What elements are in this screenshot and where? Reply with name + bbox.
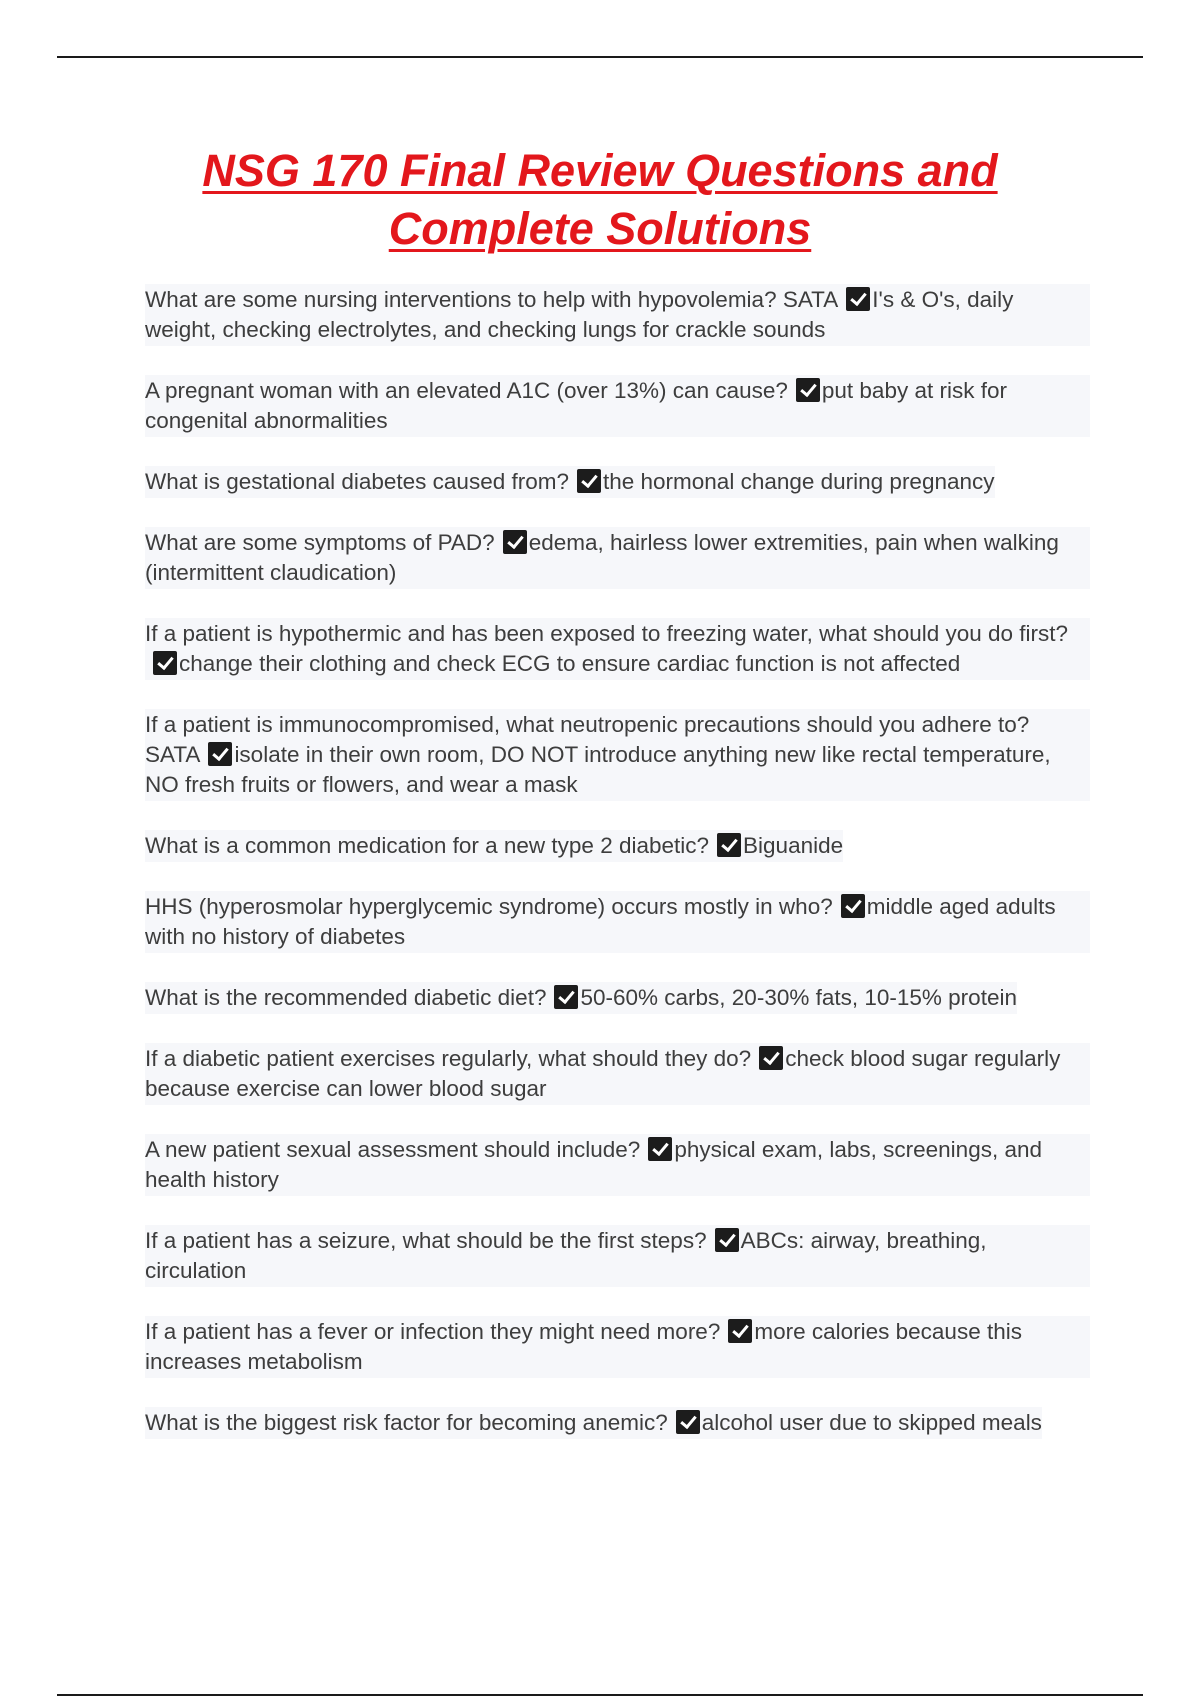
check-box-icon xyxy=(554,985,578,1009)
check-box-icon xyxy=(153,651,177,675)
check-box-icon xyxy=(503,530,527,554)
qa-item xyxy=(145,284,1090,346)
answer-text: physical exam, labs, screenings, and health history xyxy=(145,1137,1043,1192)
qa-item xyxy=(145,527,1090,589)
question-text: What is the recommended diabetic diet? xyxy=(145,985,547,1010)
top-rule xyxy=(57,56,1143,58)
answer-text: ABCs: airway, breathing, circulation xyxy=(145,1228,987,1283)
question-text: If a patient has a seizure, what should be the first steps? xyxy=(145,1228,707,1253)
question-text: A new patient sexual assessment should include? xyxy=(145,1137,641,1162)
check-box-icon xyxy=(759,1046,783,1070)
answer-text: alcohol user due to skipped meals xyxy=(701,1410,1042,1435)
answer-text: edema, hairless lower extremities, pain when walking (intermittent claudication) xyxy=(145,530,1059,585)
qa-item xyxy=(145,830,843,862)
question-text: If a diabetic patient exercises regularly, what should they do? xyxy=(145,1046,752,1071)
check-box-icon xyxy=(208,742,232,766)
qa-item xyxy=(145,982,1017,1014)
answer-text: more calories because this increases metabolism xyxy=(145,1319,1022,1374)
bottom-rule xyxy=(57,1694,1143,1696)
question-text: What are some symptoms of PAD? xyxy=(145,530,495,555)
check-box-icon xyxy=(577,469,601,493)
title-line-2: Complete Solutions xyxy=(388,203,812,254)
answer-text: 50-60% carbs, 20-30% fats, 10-15% protein xyxy=(580,985,1017,1010)
answer-text: the hormonal change during pregnancy xyxy=(602,469,995,494)
check-box-icon xyxy=(717,833,741,857)
question-text: What is gestational diabetes caused from? xyxy=(145,469,569,494)
check-box-icon xyxy=(715,1228,739,1252)
qa-item xyxy=(145,466,995,498)
check-box-icon xyxy=(796,378,820,402)
answer-text: check blood sugar regularly because exercise can lower blood sugar xyxy=(145,1046,1061,1101)
answer-text: put baby at risk for congenital abnormalities xyxy=(145,378,1007,433)
title-line-1: NSG 170 Final Review Questions and xyxy=(202,145,998,196)
qa-item xyxy=(145,1407,1042,1439)
qa-item xyxy=(145,1134,1090,1196)
qa-item xyxy=(145,375,1090,437)
answer-text: Biguanide xyxy=(743,833,844,858)
qa-item xyxy=(145,1043,1090,1105)
qa-list xyxy=(145,284,1090,1468)
document-title xyxy=(100,142,1100,258)
answer-text: change their clothing and check ECG to ensure cardiac function is not affected xyxy=(179,651,961,676)
question-text: What are some nursing interventions to help with hypovolemia? SATA xyxy=(145,287,839,312)
question-text: What is the biggest risk factor for becoming anemic? xyxy=(145,1410,668,1435)
check-box-icon xyxy=(728,1319,752,1343)
answer-text: I's & O's, daily weight, checking electrolytes, and checking lungs for crackle sounds xyxy=(145,287,1014,342)
question-text: If a patient has a fever or infection they might need more? xyxy=(145,1319,721,1344)
question-text: HHS (hyperosmolar hyperglycemic syndrome) occurs mostly in who? xyxy=(145,894,833,919)
check-box-icon xyxy=(676,1410,700,1434)
check-box-icon xyxy=(648,1137,672,1161)
check-box-icon xyxy=(846,287,870,311)
qa-item xyxy=(145,709,1090,801)
qa-item xyxy=(145,1316,1090,1378)
question-text: If a patient is immunocompromised, what neutropenic precautions should you adhere to? SATA xyxy=(145,712,1030,767)
question-text: If a patient is hypothermic and has been exposed to freezing water, what should you do first? xyxy=(145,621,1069,646)
check-box-icon xyxy=(841,894,865,918)
answer-text: middle aged adults with no history of diabetes xyxy=(145,894,1056,949)
qa-item xyxy=(145,618,1090,680)
qa-item xyxy=(145,891,1090,953)
answer-text: isolate in their own room, DO NOT introduce anything new like rectal temperature, NO fresh fruits or flowers, and wear a mask xyxy=(145,742,1051,797)
question-text: What is a common medication for a new type 2 diabetic? xyxy=(145,833,710,858)
question-text: A pregnant woman with an elevated A1C (over 13%) can cause? xyxy=(145,378,788,403)
qa-item xyxy=(145,1225,1090,1287)
